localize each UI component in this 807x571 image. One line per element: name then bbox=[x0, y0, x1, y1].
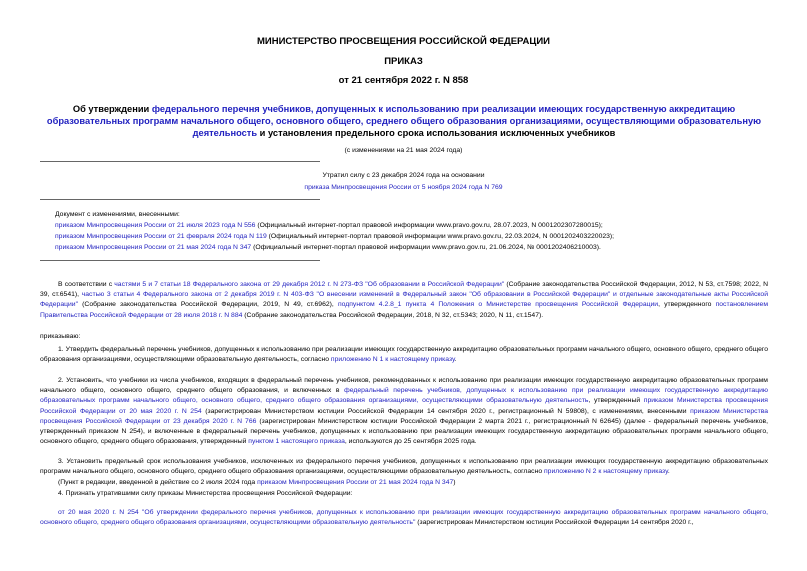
resolution-link[interactable]: постановлением Правительства Российской Федерации от 28 июля 2018 г. N 884 bbox=[40, 301, 769, 319]
amendment-item: приказом Минпросвещения России от 21 февраля 2024 года N 119 (Официальный интернет-портал правовой информации www.pravo.gov.ru, 22.03.2024, N 0001202403220023); bbox=[55, 233, 615, 240]
rule-separator bbox=[40, 260, 320, 261]
rule-separator bbox=[40, 161, 320, 162]
amendments-label: Документ с изменениями, внесенными: bbox=[55, 211, 180, 218]
ministry-name: МИНИСТЕРСТВО ПРОСВЕЩЕНИЯ РОССИЙСКОЙ ФЕДЕРАЦИИ bbox=[256, 36, 551, 47]
item-3-edit-note: (Пункт в редакции, введенной в действие со 2 июля 2024 года приказом Минпросвещения России от 21 мая 2024 года N 347) bbox=[58, 479, 456, 486]
rule-separator bbox=[40, 199, 320, 200]
amendment-item: приказом Минпросвещения России от 21 мая 2024 года N 347 (Официальный интернет-портал правовой информации www.pravo.gov.ru, 21.06.2024, № 0001202406210003). bbox=[55, 244, 601, 251]
amendment-item: приказом Минпросвещения России от 21 июля 2023 года N 556 (Официальный интернет-портал правовой информации www.pravo.gov.ru, 28.07.2023, N 0001202307280015); bbox=[55, 222, 603, 229]
order-item-1: 1. Утвердить федеральный перечень учебников, допущенных к использованию при реализации имеющих государственную аккредитацию образовательных программ начального общего, основного общего, среднего общего образования организациями, осуществляющими образовательную деятельность, согласно приложению N 1 к настоящему приказу. bbox=[40, 346, 768, 364]
law-link[interactable]: частью 3 статьи 4 Федерального закона от 2 декабря 2019 г. N 403-ФЗ "О внесении изменений в Федеральный закон "Об образовании в Российской Федерации" и отдельные законодательные акты Российской Федерации" bbox=[40, 291, 768, 309]
law-link[interactable]: частями 5 и 7 статьи 18 Федерального закона от 29 декабря 2012 г. N 273-ФЗ "Об образовании в Российской Федерации" bbox=[114, 281, 505, 288]
title-suffix: и установления предельного срока использования исключенных учебников bbox=[257, 128, 616, 138]
order-254-title-link[interactable]: от 20 мая 2020 г. N 254 "Об утверждении федерального перечня учебников, допущенных к использованию при реализации имеющих государственную аккредитацию образовательных программ начального общего, основного общего, среднего общего образования организациями, осуществляющими образовательную деятельность" bbox=[40, 509, 768, 527]
appendix-2-link[interactable]: приложению N 2 к настоящему приказу bbox=[544, 468, 668, 476]
appendix-1-link[interactable]: приложению N 1 к настоящему приказу bbox=[330, 356, 455, 364]
order-766-link[interactable]: приказом Министерства просвещения Российской Федерации от 23 декабря 2020 г. N 766 bbox=[40, 407, 769, 425]
amendment-link[interactable]: приказом Минпросвещения России от 21 мая 2024 года N 347 bbox=[257, 479, 454, 486]
order-item-3: 3. Установить предельный срок использования учебников, исключенных из федерального перечня учебников, допущенных к использованию при реализации имеющих государственную аккредитацию образовательных программ начального общего, основного общего, среднего общего образования организациями, осуществляющими образовательную деятельность, согласно приложению N 2 к настоящему приказу. bbox=[40, 458, 768, 476]
amendment-link[interactable]: приказом Минпросвещения России от 21 февраля 2024 года N 119 bbox=[55, 233, 267, 240]
document-title bbox=[40, 103, 768, 139]
lost-force-link[interactable]: приказа Минпросвещения России от 5 ноября 2024 года N 769 bbox=[304, 184, 503, 191]
order-254-link[interactable]: приказом Министерства просвещения Российской Федерации от 20 мая 2020 г. N 254 bbox=[40, 397, 768, 415]
item-1-link[interactable]: пунктом 1 настоящего приказа bbox=[248, 438, 345, 446]
title-prefix: Об утверждении bbox=[72, 104, 152, 114]
order-item-2: 2. Установить, что учебники из числа учебников, входящих в федеральный перечень учебников, рекомендованных к использованию при реализации имеющих государственную аккредитацию образовательных программ начального общего, основного общего, среднего общего образования, и включенных в федеральный перечень учебников, допущенных к использованию при реализации имеющих государственную аккредитацию образовательных программ начального общего, основного общего, среднего общего образования организациями, осуществляющими образовательную деятельность, утвержденный приказом Министерства просвещения Российской Федерации от 20 мая 2020 г. N 254 (зарегистрирован Министерством юстиции Российской Федерации 14 сентября 2020 г., регистрационный N 59808), с изменениями, внесенными приказом Министерства просвещения Российской Федерации от 23 декабря 2020 г. N 766 (зарегистрирован Министерством юстиции Российской Федерации 2 марта 2021 г., регистрационный N 62645) (далее - федеральный перечень учебников, утвержденный приказом N 254), и включенные в федеральный перечень учебников, допущенных к использованию при реализации имеющих государственную аккредитацию образовательных программ начального общего, основного общего, среднего общего образования, утвержденный пунктом 1 настоящего приказа, используются до 25 сентября 2025 года. bbox=[40, 377, 769, 446]
lost-force-line: Утратил силу с 23 декабря 2024 года на основании bbox=[322, 172, 485, 179]
revision-note: (с изменениями на 21 мая 2024 года) bbox=[344, 147, 463, 154]
textbook-list-link[interactable]: федеральный перечень учебников, допущенных к использованию при реализации имеющих государственную аккредитацию образовательных программ начального общего, основного общего, среднего общего образования организациями, осуществляющими образовательную деятельность bbox=[40, 387, 768, 405]
amendment-link[interactable]: приказом Минпросвещения России от 21 июля 2023 года N 556 bbox=[55, 222, 256, 229]
order-item-4: 4. Признать утратившими силу приказы Министерства просвещения Российской Федерации: bbox=[58, 490, 353, 497]
preamble-paragraph: В соответствии с частями 5 и 7 статьи 18 Федерального закона от 29 декабря 2012 г. N 273-ФЗ "Об образовании в Российской Федерации" (Собрание законодательства Российской Федерации, 2012, N 53, ст.7598; 2022, N 39, ст.6541), частью 3 статьи 4 Федерального закона от 2 декабря 2019 г. N 403-ФЗ "О внесении изменений в Федеральный закон "Об образовании в Российской Федерации" и отдельные законодательные акты Российской Федерации" (Собрание законодательства Российской Федерации, 2019, N 49, ст.6962), подпунктом 4.2.8_1 пункта 4 Положения о Министерстве просвещения Российской Федерации, утвержденного постановлением Правительства Российской Федерации от 28 июля 2018 г. N 884 (Собрание законодательства Российской Федерации, 2018, N 32, ст.5343; 2020, N 11, ст.1547). bbox=[40, 281, 769, 319]
regulation-link[interactable]: подпунктом 4.2.8_1 пункта 4 Положения о Министерстве просвещения Российской Федерации bbox=[337, 301, 659, 309]
order-word: приказываю: bbox=[40, 333, 81, 340]
document-type: ПРИКАЗ bbox=[384, 56, 423, 67]
order-item-4-sub: от 20 мая 2020 г. N 254 "Об утверждении федерального перечня учебников, допущенных к использованию при реализации имеющих государственную аккредитацию образовательных программ начального общего, основного общего, среднего общего образования организациями, осуществляющими образовательную деятельность" (зарегистрирован Министерством юстиции Российской Федерации 14 сентября 2020 г., bbox=[40, 509, 768, 527]
title-link[interactable]: федерального перечня учебников, допущенных к использованию при реализации имеющих государственную аккредитацию образовательных программ начального общего, основного общего, среднего общего образования организациями, осуществляющими образовательную деятельность bbox=[46, 104, 762, 138]
document-date-number: от 21 сентября 2022 г. N 858 bbox=[338, 75, 469, 86]
amendment-link[interactable]: приказом Минпросвещения России от 21 мая 2024 года N 347 bbox=[55, 244, 252, 251]
